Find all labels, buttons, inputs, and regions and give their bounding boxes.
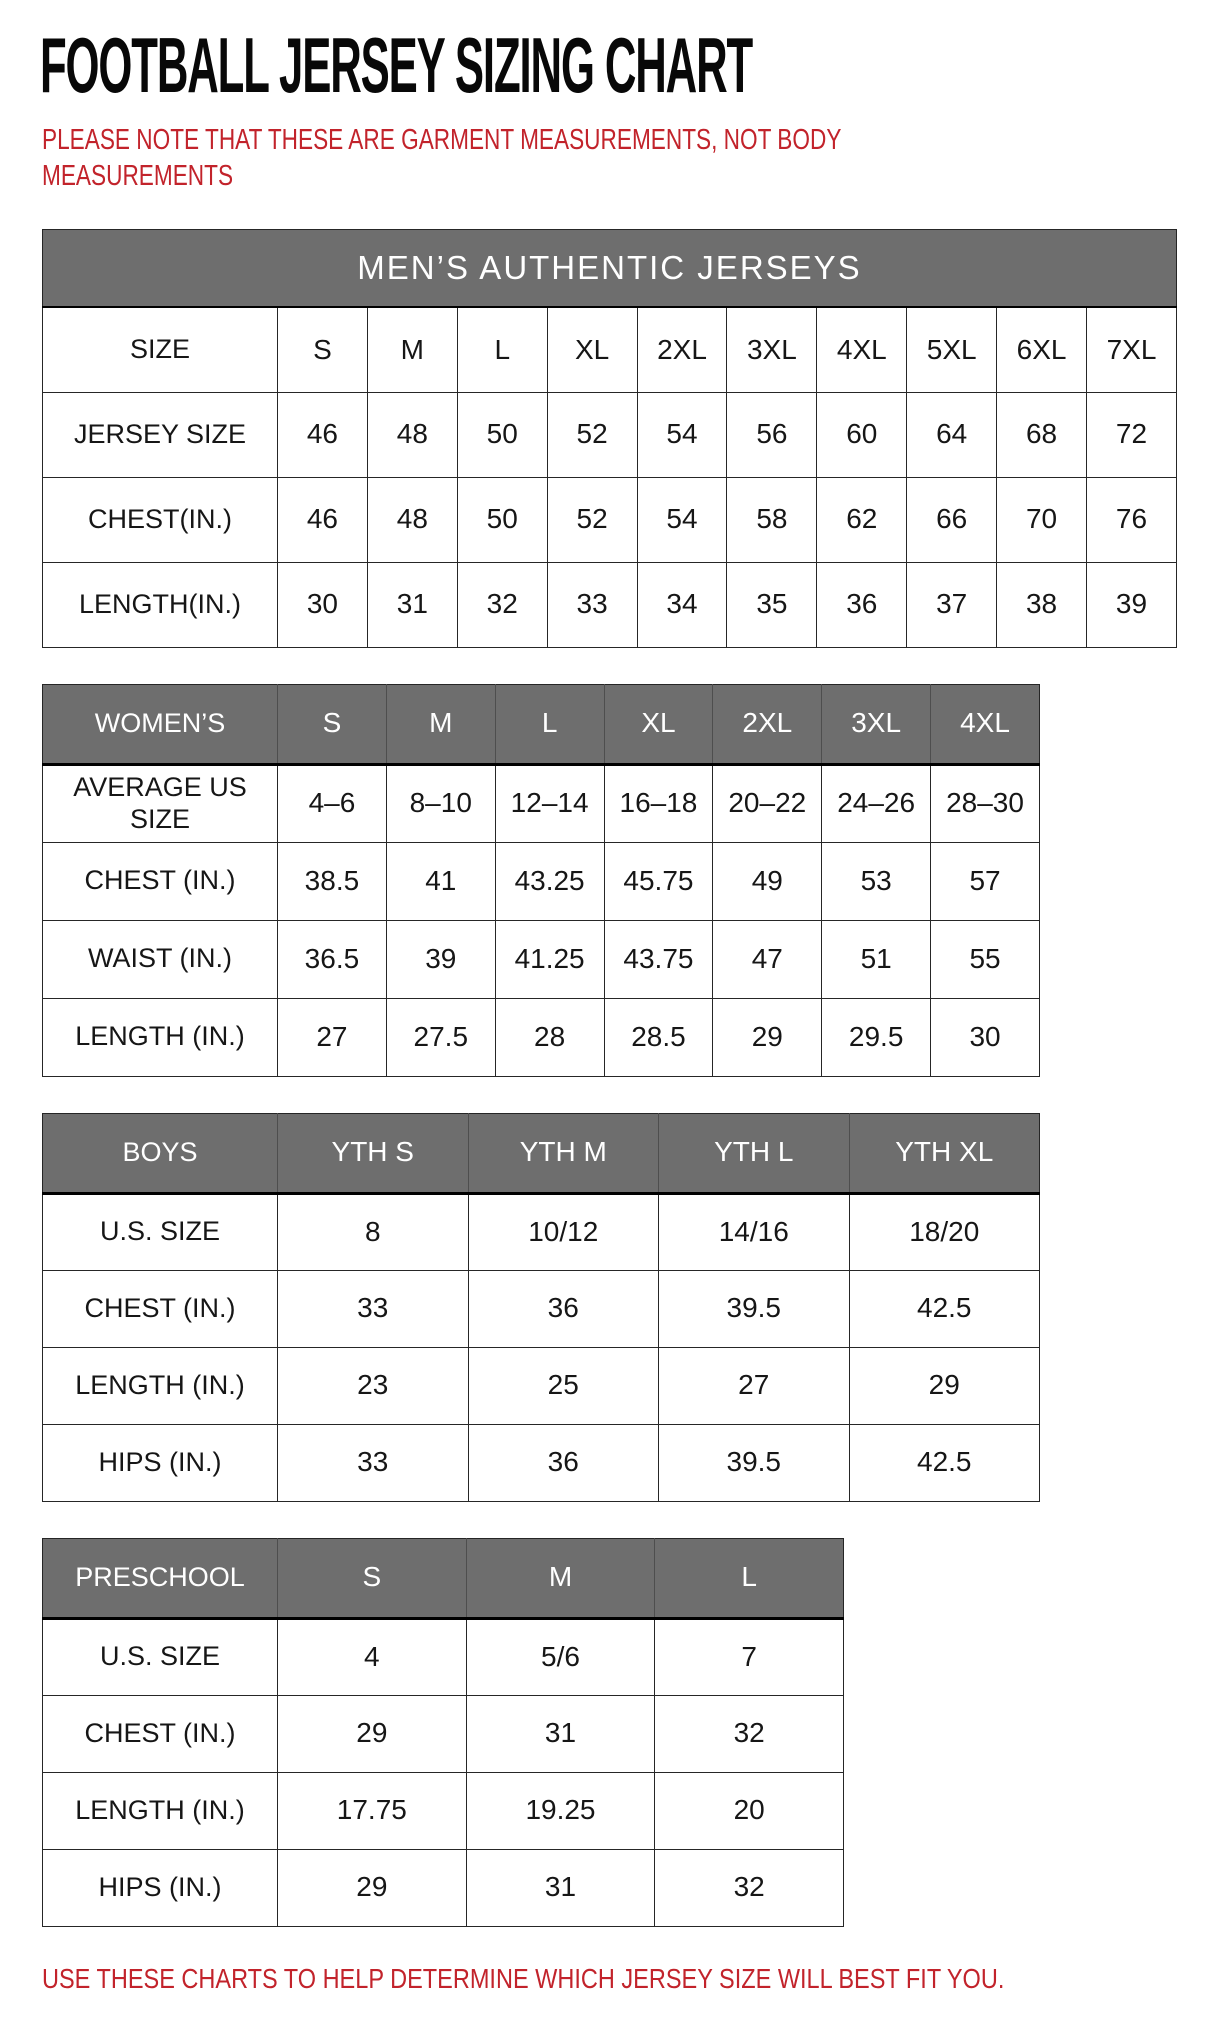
- womens-size-table: [42, 684, 1040, 1077]
- value-cell: 38: [997, 562, 1087, 647]
- value-cell: 4: [278, 1618, 467, 1695]
- value-cell: 28.5: [604, 998, 713, 1076]
- value-cell: 17.75: [278, 1772, 467, 1849]
- row-label-cell: JERSEY SIZE: [43, 392, 278, 477]
- value-cell: 62: [817, 477, 907, 562]
- table-row: [43, 1618, 844, 1695]
- value-cell: 33: [278, 1270, 469, 1347]
- value-cell: 39.5: [659, 1270, 850, 1347]
- table-row: [43, 1270, 1040, 1347]
- table-row: [43, 307, 1177, 392]
- value-cell: 37: [907, 562, 997, 647]
- value-cell: 31: [367, 562, 457, 647]
- value-cell: 42.5: [849, 1424, 1040, 1501]
- value-cell: 28–30: [931, 764, 1040, 842]
- column-header-cell: 4XL: [817, 307, 907, 392]
- value-cell: 25: [468, 1347, 659, 1424]
- value-cell: 48: [367, 477, 457, 562]
- boys-table-title-cell: BOYS: [43, 1113, 278, 1193]
- row-label-cell: CHEST (IN.): [43, 1695, 278, 1772]
- value-cell: 48: [367, 392, 457, 477]
- value-cell: 14/16: [659, 1193, 850, 1270]
- row-label-cell: LENGTH (IN.): [43, 998, 278, 1076]
- value-cell: 52: [547, 392, 637, 477]
- value-cell: 58: [727, 477, 817, 562]
- value-cell: 32: [655, 1695, 844, 1772]
- size-tables-container: [42, 229, 1220, 1927]
- column-header-cell: 3XL: [727, 307, 817, 392]
- value-cell: 45.75: [604, 842, 713, 920]
- value-cell: 20–22: [713, 764, 822, 842]
- value-cell: 41: [386, 842, 495, 920]
- column-header-cell: S: [278, 1538, 467, 1618]
- value-cell: 10/12: [468, 1193, 659, 1270]
- value-cell: 32: [655, 1849, 844, 1926]
- row-label-cell: AVERAGE US SIZE: [43, 764, 278, 842]
- value-cell: 55: [931, 920, 1040, 998]
- value-cell: 24–26: [822, 764, 931, 842]
- column-header-cell: YTH S: [278, 1113, 469, 1193]
- value-cell: 53: [822, 842, 931, 920]
- value-cell: 33: [547, 562, 637, 647]
- mens-banner-row: [43, 229, 1177, 307]
- value-cell: 8–10: [386, 764, 495, 842]
- boys-size-table: [42, 1113, 1040, 1502]
- value-cell: 29: [849, 1347, 1040, 1424]
- value-cell: 46: [278, 392, 368, 477]
- value-cell: 27: [659, 1347, 850, 1424]
- table-row: [43, 920, 1040, 998]
- value-cell: 36: [468, 1424, 659, 1501]
- value-cell: 43.25: [495, 842, 604, 920]
- column-header-cell: M: [466, 1538, 655, 1618]
- womens-table-title-cell: WOMEN’S: [43, 684, 278, 764]
- column-header-cell: L: [457, 307, 547, 392]
- row-label-cell: LENGTH (IN.): [43, 1347, 278, 1424]
- value-cell: 50: [457, 392, 547, 477]
- row-label-cell: U.S. SIZE: [43, 1193, 278, 1270]
- value-cell: 23: [278, 1347, 469, 1424]
- value-cell: 30: [931, 998, 1040, 1076]
- value-cell: 12–14: [495, 764, 604, 842]
- row-label-cell: CHEST(IN.): [43, 477, 278, 562]
- value-cell: 27.5: [386, 998, 495, 1076]
- value-cell: 38.5: [278, 842, 387, 920]
- table-row: [43, 1347, 1040, 1424]
- value-cell: 72: [1087, 392, 1177, 477]
- value-cell: 39: [386, 920, 495, 998]
- row-label-cell: LENGTH(IN.): [43, 562, 278, 647]
- value-cell: 27: [278, 998, 387, 1076]
- column-header-cell: L: [495, 684, 604, 764]
- row-label-cell: SIZE: [43, 307, 278, 392]
- value-cell: 50: [457, 477, 547, 562]
- value-cell: 28: [495, 998, 604, 1076]
- value-cell: 70: [997, 477, 1087, 562]
- value-cell: 32: [457, 562, 547, 647]
- value-cell: 29: [278, 1695, 467, 1772]
- value-cell: 7: [655, 1618, 844, 1695]
- value-cell: 34: [637, 562, 727, 647]
- preschool-table-title-cell: PRESCHOOL: [43, 1538, 278, 1618]
- value-cell: 42.5: [849, 1270, 1040, 1347]
- table-row: [43, 1424, 1040, 1501]
- value-cell: 46: [278, 477, 368, 562]
- table-row: [43, 842, 1040, 920]
- value-cell: 51: [822, 920, 931, 998]
- column-header-cell: YTH M: [468, 1113, 659, 1193]
- value-cell: 41.25: [495, 920, 604, 998]
- table-row: [43, 1772, 844, 1849]
- column-header-cell: M: [386, 684, 495, 764]
- value-cell: 39.5: [659, 1424, 850, 1501]
- value-cell: 33: [278, 1424, 469, 1501]
- value-cell: 20: [655, 1772, 844, 1849]
- boys-header-row: [43, 1113, 1040, 1193]
- value-cell: 19.25: [466, 1772, 655, 1849]
- column-header-cell: 3XL: [822, 684, 931, 764]
- column-header-cell: XL: [604, 684, 713, 764]
- footer-note: USE THESE CHARTS TO HELP DETERMINE WHICH JERSEY SIZE WILL BEST FIT YOU.: [42, 1962, 1005, 1994]
- value-cell: 31: [466, 1849, 655, 1926]
- value-cell: 36: [817, 562, 907, 647]
- value-cell: 29.5: [822, 998, 931, 1076]
- page-title: FOOTBALL JERSEY SIZING CHART: [40, 21, 753, 109]
- table-row: [43, 764, 1040, 842]
- row-label-cell: LENGTH (IN.): [43, 1772, 278, 1849]
- value-cell: 5/6: [466, 1618, 655, 1695]
- table-row: [43, 477, 1177, 562]
- mens-size-table: [42, 229, 1177, 648]
- row-label-cell: CHEST (IN.): [43, 842, 278, 920]
- row-label-cell: CHEST (IN.): [43, 1270, 278, 1347]
- value-cell: 30: [278, 562, 368, 647]
- column-header-cell: L: [655, 1538, 844, 1618]
- value-cell: 16–18: [604, 764, 713, 842]
- row-label-cell: U.S. SIZE: [43, 1618, 278, 1695]
- value-cell: 76: [1087, 477, 1177, 562]
- table-row: [43, 392, 1177, 477]
- column-header-cell: 6XL: [997, 307, 1087, 392]
- column-header-cell: YTH L: [659, 1113, 850, 1193]
- column-header-cell: YTH XL: [849, 1113, 1040, 1193]
- column-header-cell: 5XL: [907, 307, 997, 392]
- row-label-cell: HIPS (IN.): [43, 1424, 278, 1501]
- value-cell: 54: [637, 477, 727, 562]
- mens-banner-title: MEN’S AUTHENTIC JERSEYS: [43, 229, 1177, 307]
- row-label-cell: WAIST (IN.): [43, 920, 278, 998]
- garment-measurements-note: PLEASE NOTE THAT THESE ARE GARMENT MEASUREMENTS, NOT BODY MEASUREMENTS: [42, 124, 842, 193]
- value-cell: 66: [907, 477, 997, 562]
- value-cell: 18/20: [849, 1193, 1040, 1270]
- column-header-cell: S: [278, 684, 387, 764]
- value-cell: 52: [547, 477, 637, 562]
- column-header-cell: 2XL: [637, 307, 727, 392]
- column-header-cell: 2XL: [713, 684, 822, 764]
- column-header-cell: 7XL: [1087, 307, 1177, 392]
- value-cell: 31: [466, 1695, 655, 1772]
- value-cell: 35: [727, 562, 817, 647]
- value-cell: 64: [907, 392, 997, 477]
- value-cell: 36.5: [278, 920, 387, 998]
- column-header-cell: 4XL: [931, 684, 1040, 764]
- table-row: [43, 1695, 844, 1772]
- womens-header-row: [43, 684, 1040, 764]
- value-cell: 29: [278, 1849, 467, 1926]
- value-cell: 8: [278, 1193, 469, 1270]
- column-header-cell: XL: [547, 307, 637, 392]
- table-row: [43, 562, 1177, 647]
- table-row: [43, 1849, 844, 1926]
- value-cell: 54: [637, 392, 727, 477]
- value-cell: 68: [997, 392, 1087, 477]
- preschool-size-table: [42, 1538, 844, 1927]
- value-cell: 43.75: [604, 920, 713, 998]
- column-header-cell: S: [278, 307, 368, 392]
- value-cell: 29: [713, 998, 822, 1076]
- row-label-cell: HIPS (IN.): [43, 1849, 278, 1926]
- value-cell: 39: [1087, 562, 1177, 647]
- column-header-cell: M: [367, 307, 457, 392]
- value-cell: 36: [468, 1270, 659, 1347]
- value-cell: 47: [713, 920, 822, 998]
- table-row: [43, 998, 1040, 1076]
- value-cell: 60: [817, 392, 907, 477]
- value-cell: 49: [713, 842, 822, 920]
- preschool-header-row: [43, 1538, 844, 1618]
- value-cell: 56: [727, 392, 817, 477]
- value-cell: 57: [931, 842, 1040, 920]
- value-cell: 4–6: [278, 764, 387, 842]
- table-row: [43, 1193, 1040, 1270]
